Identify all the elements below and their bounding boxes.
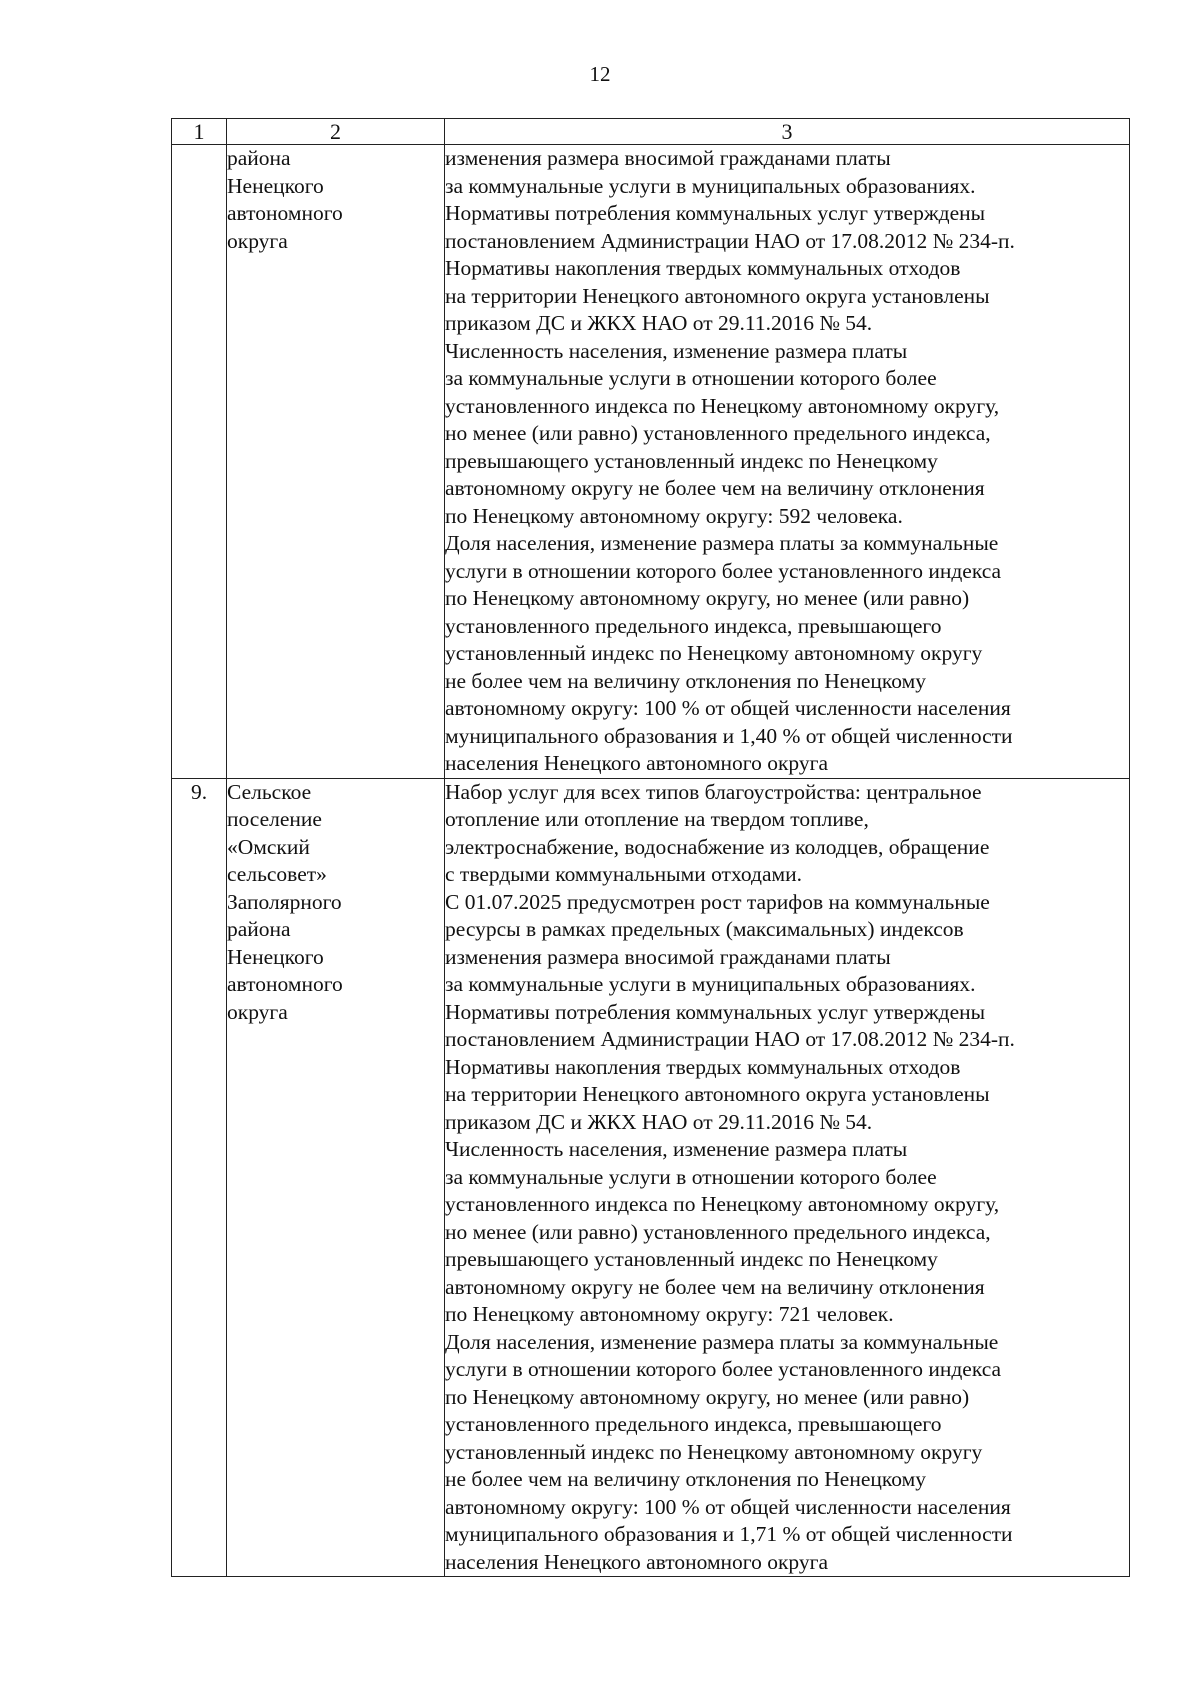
description-line: Численность населения, изменение размера платы	[445, 338, 908, 363]
description-line: но менее (или равно) установленного предельного индекса,	[445, 421, 991, 445]
municipality-name-line: Сельское	[227, 779, 312, 804]
description-line: установленного предельного индекса, превышающего	[445, 1412, 942, 1436]
municipality-name-line: поселение	[227, 807, 322, 831]
description-line: ресурсы в рамках предельных (максимальных) индексов	[445, 917, 964, 941]
description-line: на территории Ненецкого автономного округа установлены	[445, 1082, 990, 1106]
municipality-name-cell	[227, 778, 445, 1577]
description-line: установленного предельного индекса, превышающего	[445, 613, 942, 638]
column-header-3: 3	[445, 119, 1130, 145]
table-row	[172, 145, 1130, 779]
page-number: 12	[589, 62, 611, 86]
description-line: Доля населения, изменение размера платы за коммунальные	[445, 1329, 999, 1354]
description-line: но менее (или равно) установленного предельного индекса,	[445, 1219, 991, 1244]
description-line: Набор услуг для всех типов благоустройства: центральное	[445, 779, 982, 804]
description-line: автономному округу не более чем на величину отклонения	[445, 476, 985, 500]
description-line: приказом ДС и ЖКХ НАО от 29.11.2016 № 54.	[445, 311, 873, 335]
description-line: изменения размера вносимой гражданами платы	[445, 944, 891, 969]
column-header-1: 1	[172, 119, 227, 145]
description-line: за коммунальные услуги в муниципальных образованиях.	[445, 173, 976, 198]
description-line: населения Ненецкого автономного округа	[445, 751, 828, 775]
description-line: автономному округу не более чем на величину отклонения	[445, 1274, 985, 1299]
description-line: Нормативы накопления твердых коммунальных отходов	[445, 256, 961, 280]
row-number	[172, 145, 227, 779]
description-line: за коммунальные услуги в отношении которого более	[445, 1164, 937, 1189]
description-line: по Ненецкому автономному округу: 592 человека.	[445, 503, 903, 528]
row-number: 9.	[172, 778, 227, 1577]
description-line: населения Ненецкого автономного округа	[445, 1549, 828, 1574]
description-line: Численность населения, изменение размера платы	[445, 1137, 908, 1161]
description-line: Нормативы потребления коммунальных услуг утверждены	[445, 201, 986, 225]
municipality-name-line: района	[227, 146, 291, 170]
description-line: изменения размера вносимой гражданами платы	[445, 146, 891, 170]
description-line: постановлением Администрации НАО от 17.08.2012 № 234-п.	[445, 228, 1015, 253]
description-line: установленный индекс по Ненецкому автономному округу	[445, 1439, 983, 1464]
municipality-name-line: автономного	[227, 201, 343, 225]
description-line: услуги в отношении которого более установленного индекса	[445, 1357, 1002, 1381]
municipality-name-line: Заполярного	[227, 889, 342, 914]
description-line: Нормативы накопления твердых коммунальных отходов	[445, 1054, 961, 1079]
description-line: С 01.07.2025 предусмотрен рост тарифов на коммунальные	[445, 889, 990, 914]
data-table	[171, 118, 1130, 1577]
description-line: по Ненецкому автономному округу, но менее (или равно)	[445, 1384, 970, 1409]
description-line: отопление или отопление на твердом топливе,	[445, 807, 869, 831]
description-line: автономному округу: 100 % от общей численности населения	[445, 696, 1011, 720]
description-line: приказом ДС и ЖКХ НАО от 29.11.2016 № 54.	[445, 1109, 873, 1134]
description-line: не более чем на величину отклонения по Ненецкому	[445, 1467, 926, 1491]
description-line: электроснабжение, водоснабжение из колодцев, обращение	[445, 834, 990, 859]
municipality-name-line: Ненецкого	[227, 944, 324, 969]
description-line: установленного индекса по Ненецкому автономному округу,	[445, 393, 1000, 418]
description-line: Доля населения, изменение размера платы за коммунальные	[445, 531, 999, 555]
municipality-name-line: района	[227, 917, 291, 941]
municipality-name-line: автономного	[227, 972, 343, 996]
description-line: установленного индекса по Ненецкому автономному округу,	[445, 1192, 1000, 1216]
description-line: постановлением Администрации НАО от 17.08.2012 № 234-п.	[445, 1027, 1015, 1051]
municipality-name-line: округа	[227, 228, 288, 253]
description-line: за коммунальные услуги в муниципальных образованиях.	[445, 972, 976, 996]
description-line: услуги в отношении которого более установленного индекса	[445, 558, 1002, 583]
description-line: Нормативы потребления коммунальных услуг утверждены	[445, 999, 986, 1024]
column-header-2: 2	[227, 119, 445, 145]
municipality-name-line: сельсовет»	[227, 862, 327, 886]
description-cell	[445, 145, 1130, 779]
description-line: на территории Ненецкого автономного округа установлены	[445, 283, 990, 308]
description-line: не более чем на величину отклонения по Ненецкому	[445, 668, 926, 693]
description-line: по Ненецкому автономному округу, но менее (или равно)	[445, 586, 970, 610]
description-line: установленный индекс по Ненецкому автономному округу	[445, 641, 983, 665]
municipality-name-line: округа	[227, 999, 288, 1024]
description-cell	[445, 778, 1130, 1577]
description-line: муниципального образования и 1,40 % от общей численности	[445, 723, 1013, 748]
municipality-name-line: Ненецкого	[227, 173, 324, 198]
table-body	[172, 145, 1130, 1577]
municipality-name-line: «Омский	[227, 834, 310, 859]
description-line: превышающего установленный индекс по Ненецкому	[445, 1247, 938, 1271]
table-row	[172, 778, 1130, 1577]
municipality-name-cell	[227, 145, 445, 779]
description-line: превышающего установленный индекс по Ненецкому	[445, 448, 938, 473]
description-line: муниципального образования и 1,71 % от общей численности	[445, 1522, 1013, 1546]
description-line: автономному округу: 100 % от общей численности населения	[445, 1494, 1011, 1519]
description-line: с твердыми коммунальными отходами.	[445, 862, 802, 886]
table-header-row	[172, 119, 1130, 145]
description-line: за коммунальные услуги в отношении которого более	[445, 366, 937, 390]
description-line: по Ненецкому автономному округу: 721 человек.	[445, 1302, 894, 1326]
